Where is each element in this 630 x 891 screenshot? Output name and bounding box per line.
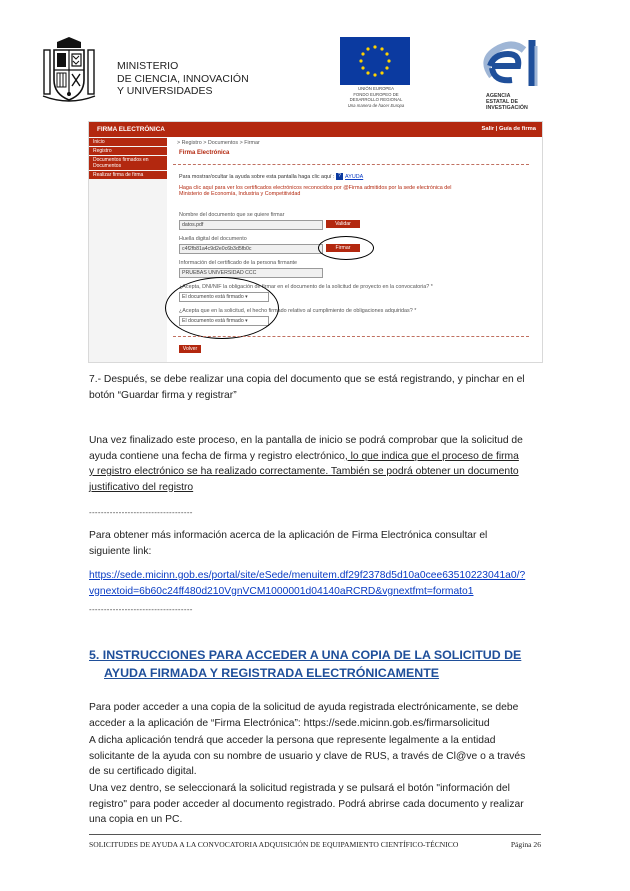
eu-caption bbox=[334, 86, 418, 108]
chevron-down-icon: ▾ bbox=[245, 318, 248, 324]
select-1-value: El documento está firmado bbox=[182, 294, 244, 300]
text-line: justificativo del registro bbox=[89, 481, 194, 493]
ministry-line: MINISTERIO bbox=[117, 60, 179, 72]
text-line: A dicha aplicación tendrá que acceder la persona que represente legalmente a la entidad bbox=[89, 735, 496, 746]
ministry-line: DE CIENCIA, INNOVACIÓN bbox=[117, 72, 249, 85]
screenshot-sidebar bbox=[89, 137, 167, 362]
eu-flag-icon bbox=[340, 37, 410, 85]
text-line: Para obtener más información acerca de la aplicación de Firma Electrónica consultar el bbox=[89, 530, 488, 541]
divider bbox=[173, 336, 529, 337]
eu-caption-line: DESARROLLO REGIONAL bbox=[349, 97, 403, 102]
eu-caption-line: Una manera de hacer Europa bbox=[347, 102, 405, 108]
inside-paragraph bbox=[89, 781, 541, 828]
sign-button[interactable]: Firmar bbox=[326, 244, 360, 252]
sidebar-item-realizar-firma[interactable]: Realizar firma de firma bbox=[89, 171, 167, 179]
footer-rule bbox=[89, 834, 541, 835]
agency-line: ESTATAL DE bbox=[486, 99, 518, 106]
eu-caption-line: FONDO EUROPEO DE bbox=[353, 91, 399, 97]
sidebar-item-registro[interactable]: Registro bbox=[89, 147, 167, 155]
cert-link-1[interactable]: Haga clic aquí para ver los certificados electrónicos reconocidos por @Firma admitidos por la sede electrónica del bbox=[179, 185, 452, 191]
ministry-line: Y UNIVERSIDADES bbox=[117, 85, 213, 97]
divider bbox=[173, 164, 529, 165]
text-line: y registro electrónico se ha realizado correctamente. También se podrá obtener un documento bbox=[89, 466, 519, 477]
separator: ----------------------------------- bbox=[89, 508, 193, 517]
sede-link[interactable] bbox=[89, 568, 541, 599]
link-line[interactable]: vgnextoid=6b60c24ff480d210VgnVCM1000001d04140aRCRD&vgnextfmt=formato1 bbox=[89, 585, 474, 597]
text-line: registro" para poder acceder al documento registrado. Podrá abrirse cada documento y realizar bbox=[89, 798, 524, 810]
help-text: Para mostrar/ocultar la ayuda sobre esta pantalla haga clic aquí : bbox=[179, 173, 335, 180]
select-2-value: El documento está firmado bbox=[182, 318, 244, 324]
agency-line: INVESTIGACIÓN bbox=[486, 105, 528, 112]
question-1: ¿Acepta, DNI/NIF la obligación de firmar en el documento de la solicitud de proyecto en la convocatoria? * bbox=[179, 284, 433, 290]
help-link[interactable]: AYUDA bbox=[345, 173, 364, 180]
separator: ----------------------------------- bbox=[89, 605, 193, 614]
screenshot-title-bar bbox=[89, 122, 542, 137]
screenshot-top-links[interactable]: Salir | Guía de firma bbox=[481, 126, 536, 132]
spain-coat-of-arms-icon bbox=[42, 36, 96, 104]
text-line: una copia en un PC. bbox=[89, 814, 183, 825]
text-segment: ayuda contiene una fecha de firma y registro electrónico bbox=[89, 450, 345, 462]
section-title-line: 5. INSTRUCCIONES PARA ACCEDER A UNA COPIA DE LA SOLICITUD DE bbox=[89, 648, 522, 662]
text-line: 7.- Después, se debe realizar una copia del documento que se está registrando, y pinchar en el bbox=[89, 374, 525, 385]
eu-caption-line: UNIÓN EUROPEA bbox=[357, 86, 395, 91]
info-paragraph bbox=[89, 528, 541, 559]
cert-link-2[interactable]: Ministerio de Economía, Industria y Competitividad bbox=[179, 191, 301, 197]
step-7-paragraph bbox=[89, 372, 541, 403]
cert-info-field: PRUEBAS UNIVERSIDAD CCC bbox=[179, 268, 323, 278]
hash-field[interactable]: c4f2fb81a4c9d2e0c6b3d5fb0c bbox=[179, 244, 323, 254]
question-2: ¿Acepta que en la solicitud, el hecho firmado relativo al cumplimiento de obligaciones adquiridas? * bbox=[179, 308, 417, 314]
sidebar-item-documentos[interactable]: Documentos firmados en Documentos bbox=[89, 156, 167, 170]
text-line: de su certificado digital. bbox=[89, 766, 197, 777]
highlight-circle bbox=[165, 277, 279, 339]
text-line: Una vez finalizado este proceso, en la pantalla de inicio se podrá comprobar que la solicitud de bbox=[89, 435, 523, 446]
rus-paragraph bbox=[89, 733, 541, 780]
screenshot-title: FIRMA ELECTRÓNICA bbox=[97, 126, 165, 133]
link-line[interactable]: https://sede.micinn.gob.es/portal/site/eSede/menuitem.df29f2378d5d10a0cee63510223041a0/? bbox=[89, 570, 526, 581]
underlined-segment: , lo que indica que el proceso de firma bbox=[344, 450, 519, 462]
validate-button[interactable]: Validar bbox=[326, 220, 360, 228]
text-line: botón “Guardar firma y registrar” bbox=[89, 389, 237, 401]
help-line bbox=[179, 173, 363, 180]
chevron-down-icon: ▾ bbox=[245, 294, 248, 300]
breadcrumb: > Registro > Documentos > Firmar bbox=[177, 140, 260, 146]
text-line bbox=[89, 449, 541, 465]
agency-name bbox=[486, 93, 528, 112]
doc-label: Nombre del documento que se quiere firmar bbox=[179, 212, 285, 218]
text-line: Para poder acceder a una copia de la solicitud de ayuda registrada electrónicamente, se debe bbox=[89, 702, 519, 713]
screenshot-main bbox=[173, 140, 533, 355]
finish-paragraph bbox=[89, 433, 541, 495]
page-title: Firma Electrónica bbox=[179, 150, 230, 156]
agency-logo-icon bbox=[478, 36, 548, 90]
cert-info-label: Información del certificado de la persona firmante bbox=[179, 260, 298, 266]
page-number: Página 26 bbox=[510, 840, 541, 849]
doc-field[interactable]: datos.pdf bbox=[179, 220, 323, 230]
highlight-circle bbox=[318, 236, 374, 260]
footer-text: SOLICITUDES DE AYUDA A LA CONVOCATORIA ADQUISICIÓN DE EQUIPAMIENTO CIENTÍFICO-TÉCNICO bbox=[89, 840, 459, 849]
firma-electronica-screenshot bbox=[88, 121, 543, 363]
section-5-title bbox=[89, 646, 549, 682]
text-line: siguiente link: bbox=[89, 545, 152, 557]
text-line: solicitante de la ayuda con su nombre de usuario y clave de RUS, a través de Cl@ve o a través bbox=[89, 750, 526, 762]
help-icon[interactable]: ? bbox=[336, 173, 343, 180]
access-paragraph bbox=[89, 700, 541, 731]
text-line: acceder a la aplicación de “Firma Electrónica”: https://sede.micinn.gob.es/firmarsolicitud bbox=[89, 717, 490, 729]
section-title-line: AYUDA FIRMADA Y REGISTRADA ELECTRÓNICAMENTE bbox=[104, 666, 440, 680]
text-line: Una vez dentro, se seleccionará la solicitud registrada y se pulsará el botón "información del bbox=[89, 783, 510, 794]
sidebar-item-inicio[interactable]: Inicio bbox=[89, 138, 167, 146]
agency-line: AGENCIA bbox=[486, 93, 511, 99]
back-button[interactable]: Volver bbox=[179, 345, 201, 353]
ministry-name bbox=[117, 60, 249, 98]
hash-label: Huella digital del documento bbox=[179, 236, 247, 242]
